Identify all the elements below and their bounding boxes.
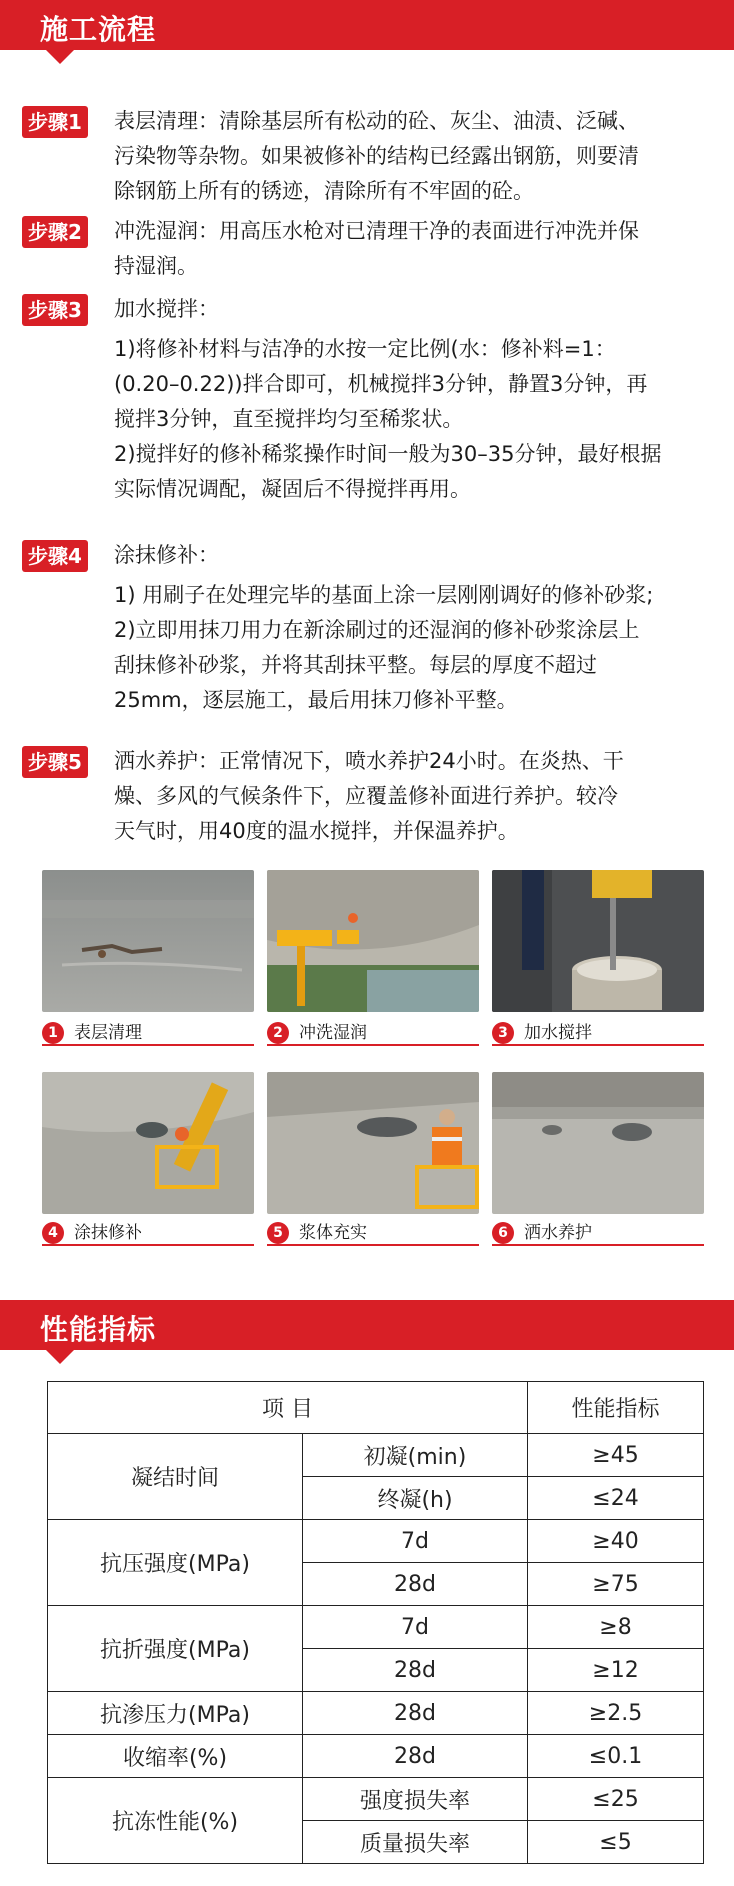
step-line: 加水搅拌：: [114, 297, 219, 321]
photo-grout-filling: [267, 1072, 479, 1214]
step-badge: 步骤2: [22, 216, 88, 248]
section-title: 施工流程: [40, 13, 157, 46]
table-header-row: [48, 1382, 704, 1434]
photo-caption: [42, 1020, 254, 1046]
photo-caption: [492, 1020, 704, 1046]
step-line: 污染物等杂物。如果被修补的结构已经露出钢筋，则要清: [114, 144, 639, 168]
sub-item: 28d: [303, 1692, 528, 1735]
step-line: 除钢筋上所有的锈迹，清除所有不牢固的砼。: [114, 179, 534, 203]
step-badge: 步骤5: [22, 746, 88, 778]
caption-number: 6: [492, 1222, 514, 1244]
sub-item: 强度损失率: [303, 1778, 528, 1821]
step-text: [114, 744, 714, 849]
performance-table: [47, 1381, 704, 1864]
value: ≤0.1: [528, 1735, 704, 1778]
group-name: 抗冻性能(%): [48, 1778, 303, 1864]
step-badge: 步骤4: [22, 540, 88, 572]
step-line: 2)立即用抹刀用力在新涂刷过的还湿润的修补砂浆涂层上: [114, 618, 640, 642]
sub-item: 质量损失率: [303, 1821, 528, 1864]
step-line: 天气时，用40度的温水搅拌，并保温养护。: [114, 819, 519, 843]
step-line: 1)将修补材料与洁净的水按一定比例(水：修补料=1：: [114, 337, 616, 361]
banner-notch: [46, 50, 74, 64]
sub-item: 初凝(min): [303, 1434, 528, 1477]
step-text: [114, 104, 714, 209]
step-line: 2)搅拌好的修补稀浆操作时间一般为30–35分钟，最好根据: [114, 442, 662, 466]
banner-notch: [46, 1350, 74, 1364]
step-line: 刮抹修补砂浆，并将其刮抹平整。每层的厚度不超过: [114, 653, 597, 677]
value: ≥40: [528, 1520, 704, 1563]
value: ≥12: [528, 1649, 704, 1692]
photo-surface-cleaning: [42, 870, 254, 1012]
step-line: 涂抹修补：: [114, 543, 219, 567]
step-line: 洒水养护：正常情况下，喷水养护24小时。在炎热、干: [114, 749, 624, 773]
photo-caption: [267, 1020, 479, 1046]
step-line: 25mm，逐层施工，最后用抹刀修补平整。: [114, 688, 518, 712]
caption-label: 表层清理: [74, 1023, 142, 1043]
step-text: [114, 538, 714, 718]
step-line: 表层清理：清除基层所有松动的砼、灰尘、油渍、泛碱、: [114, 109, 639, 133]
table-row: [48, 1434, 704, 1477]
photo-caption: [267, 1220, 479, 1246]
step-line: 搅拌3分钟，直至搅拌均匀至稀浆状。: [114, 407, 464, 431]
step-badge: 步骤3: [22, 294, 88, 326]
photo-mixing: [492, 870, 704, 1012]
step-badge: 步骤1: [22, 106, 88, 138]
sub-item: 7d: [303, 1520, 528, 1563]
caption-number: 3: [492, 1022, 514, 1044]
sub-item: 28d: [303, 1735, 528, 1778]
step-line: 持湿润。: [114, 254, 198, 278]
caption-label: 浆体充实: [299, 1223, 367, 1243]
value: ≥8: [528, 1606, 704, 1649]
value: ≥45: [528, 1434, 704, 1477]
header-item: 项 目: [48, 1382, 528, 1434]
sub-item: 28d: [303, 1563, 528, 1606]
photo-rinsing: [267, 870, 479, 1012]
table-row: [48, 1606, 704, 1649]
step-line: 燥、多风的气候条件下，应覆盖修补面进行养护。较冷: [114, 784, 618, 808]
group-name: 抗压强度(MPa): [48, 1520, 303, 1606]
photo-patching: [42, 1072, 254, 1214]
step-line: 1) 用刷子在处理完毕的基面上涂一层刚刚调好的修补砂浆;: [114, 583, 654, 607]
table-row: [48, 1778, 704, 1821]
table-row: [48, 1692, 704, 1735]
table-row: [48, 1735, 704, 1778]
group-name: 凝结时间: [48, 1434, 303, 1520]
value: ≤24: [528, 1477, 704, 1520]
group-name: 抗渗压力(MPa): [48, 1692, 303, 1735]
step-text: [114, 214, 714, 284]
section-header-construction: [0, 0, 734, 50]
caption-number: 4: [42, 1222, 64, 1244]
caption-number: 5: [267, 1222, 289, 1244]
photo-caption: [42, 1220, 254, 1246]
value: ≥75: [528, 1563, 704, 1606]
step-line: (0.20–0.22))拌合即可，机械搅拌3分钟，静置3分钟，再: [114, 372, 648, 396]
section-header-performance: [0, 1300, 734, 1350]
step-line: 实际情况调配，凝固后不得搅拌再用。: [114, 477, 471, 501]
sub-item: 终凝(h): [303, 1477, 528, 1520]
section-title: 性能指标: [40, 1313, 157, 1346]
header-value: 性能指标: [528, 1382, 704, 1434]
caption-label: 涂抹修补: [74, 1223, 142, 1243]
table-row: [48, 1520, 704, 1563]
photo-caption: [492, 1220, 704, 1246]
photo-curing: [492, 1072, 704, 1214]
step-line: 冲洗湿润：用高压水枪对已清理干净的表面进行冲洗并保: [114, 219, 639, 243]
caption-number: 1: [42, 1022, 64, 1044]
value: ≤5: [528, 1821, 704, 1864]
sub-item: 28d: [303, 1649, 528, 1692]
caption-label: 洒水养护: [524, 1223, 592, 1243]
caption-label: 冲洗湿润: [299, 1023, 367, 1043]
group-name: 收缩率(%): [48, 1735, 303, 1778]
sub-item: 7d: [303, 1606, 528, 1649]
group-name: 抗折强度(MPa): [48, 1606, 303, 1692]
caption-label: 加水搅拌: [524, 1023, 592, 1043]
value: ≤25: [528, 1778, 704, 1821]
caption-number: 2: [267, 1022, 289, 1044]
step-text: [114, 292, 714, 507]
value: ≥2.5: [528, 1692, 704, 1735]
